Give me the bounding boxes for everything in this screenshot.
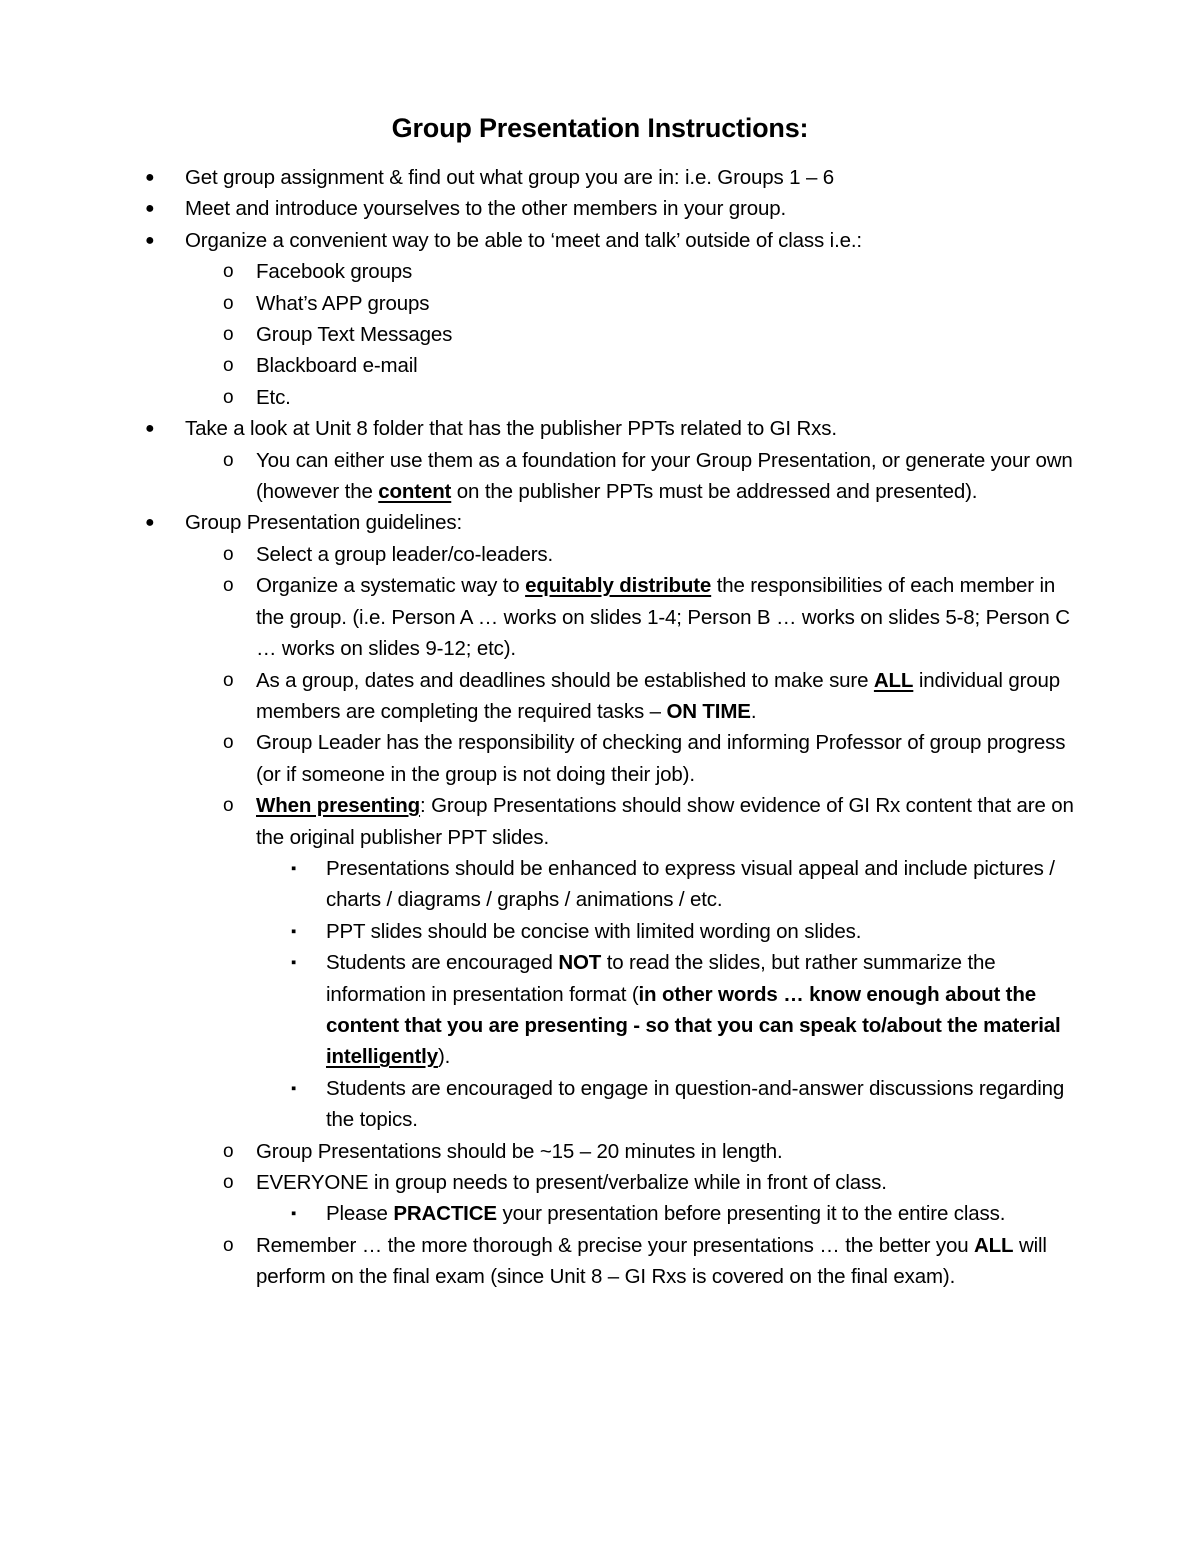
list-item-level-2 [223, 727, 1088, 790]
circle-marker: o [223, 261, 234, 283]
list-item-text [326, 951, 1061, 1068]
list-item-text [256, 669, 1060, 723]
text-run: Group Presentation guidelines: [185, 511, 462, 535]
square-marker: ▪ [291, 1079, 297, 1097]
list-item-text [256, 1171, 887, 1194]
list-item-level-2 [223, 570, 1088, 664]
list-item-level-2 [223, 539, 1088, 570]
list-item-text [256, 354, 418, 377]
emphasis-bold: PRACTICE [393, 1202, 497, 1226]
text-run: Students are encouraged [326, 951, 559, 975]
list-item-level-2 [223, 256, 1088, 287]
list-item-level-2 [223, 288, 1088, 319]
circle-marker: o [223, 1140, 234, 1162]
circle-marker: o [223, 1234, 234, 1256]
square-marker: ▪ [291, 954, 297, 972]
emphasis-underlined: equitably distribute [525, 574, 712, 598]
list-item-level-3 [291, 947, 1088, 1073]
emphasis-bold: NOT [558, 951, 602, 975]
list-item-level-2 [223, 350, 1088, 381]
text-run: . [750, 699, 757, 723]
text-run: on the publisher PPTs must be addressed and presented). [451, 480, 978, 504]
text-run: Group Presentations should be ~15 – 20 minutes in length. [256, 1139, 783, 1163]
emphasis-bold: ON TIME [666, 699, 751, 723]
list-item-text [256, 323, 452, 346]
list-item-level-3 [291, 1073, 1088, 1136]
circle-marker: o [223, 355, 234, 377]
bullet-marker: ● [145, 420, 155, 438]
text-run: EVERYONE in group needs to present/verbalize while in front of class. [256, 1171, 887, 1194]
text-run: individual group members are completing the required tasks – [256, 668, 1061, 723]
text-run: Select a group leader/co-leaders. [256, 542, 554, 566]
text-run: Organize a systematic way to [256, 574, 526, 598]
list-item-text [326, 857, 1055, 911]
text-run: You can either use them as a foundation for your Group Presentation, or generate your own (however the [256, 448, 1073, 504]
list-item-text [256, 1140, 783, 1163]
list-item-text [326, 1077, 1064, 1131]
circle-marker: o [223, 575, 234, 597]
list-item-text [256, 260, 412, 283]
text-run: Presentations should be enhanced to express visual appeal and include pictures / charts / diagrams / graphs / animations / etc. [326, 856, 1055, 912]
emphasis-underlined: intelligently [326, 1045, 438, 1069]
text-run: Get group assignment & find out what group you are in: i.e. Groups 1 – 6 [185, 166, 835, 189]
text-run: Facebook groups [256, 260, 413, 284]
list-item-text [326, 920, 861, 943]
text-run: will perform on the final exam (since Unit 8 – GI Rxs is covered on the final exam). [256, 1233, 1047, 1289]
text-run: the responsibilities of each member in the group. (i.e. Person A … works on slides 1-4; Person B … works on slides 5-8; Person C … works on slides 9-12; etc). [256, 574, 1070, 661]
circle-marker: o [223, 795, 234, 817]
list-item-text [185, 229, 862, 252]
square-marker: ▪ [291, 922, 297, 940]
text-run: your presentation before presenting it to the entire class. [496, 1202, 1006, 1226]
circle-marker: o [223, 732, 234, 754]
square-marker: ▪ [291, 1205, 297, 1223]
text-run: Take a look at Unit 8 folder that has the publisher PPTs related to GI Rxs. [185, 417, 837, 441]
bullet-marker: ● [145, 169, 155, 186]
text-run: : Group Presentations should show evidence of GI Rx content that are on the original publisher PPT slides. [256, 794, 1074, 849]
emphasis-underlined: content [378, 480, 452, 504]
circle-marker: o [223, 543, 234, 565]
text-run: Group Leader has the responsibility of checking and informing Professor of group progress (or if someone in the group is not doing their job). [256, 731, 1066, 786]
list-item-level-1 [145, 162, 1085, 193]
list-item-text [185, 511, 462, 534]
list-item-level-2 [223, 665, 1088, 728]
emphasis-bold: in other words … know enough about the content that you are presenting - so that you can speak to/about the material [326, 982, 1061, 1037]
text-run: As a group, dates and deadlines should be established to make sure [256, 668, 874, 692]
bullet-marker: ● [145, 514, 155, 532]
bullet-marker: ● [145, 200, 155, 218]
list-item-level-1 [145, 225, 1085, 256]
list-item-text [256, 292, 429, 315]
text-run: to read the slides, but rather summarize the information in presentation format ( [326, 951, 996, 1006]
list-item-text [256, 449, 1073, 503]
list-item-text [326, 1202, 1005, 1225]
list-item-level-3 [291, 916, 1088, 947]
list-item-level-3 [291, 1198, 1088, 1229]
emphasis-bold: ALL [974, 1233, 1014, 1257]
text-run: Meet and introduce yourselves to the other members in your group. [185, 197, 787, 221]
text-run: Group Text Messages [256, 323, 453, 347]
list-item-text [185, 417, 837, 440]
list-item-level-2 [223, 1136, 1088, 1167]
list-item-level-2 [223, 790, 1088, 853]
list-item-text [256, 1234, 1047, 1288]
text-run: PPT slides should be concise with limited wording on slides. [326, 919, 862, 943]
list-item-text [185, 197, 786, 220]
text-run: Remember … the more thorough & precise your presentations … the better you [256, 1233, 975, 1257]
list-item-text [256, 794, 1074, 848]
document-title: Group Presentation Instructions: [391, 113, 809, 143]
emphasis-underlined: ALL [873, 668, 914, 692]
list-item-level-2 [223, 1167, 1088, 1198]
instruction-list [0, 162, 1200, 1293]
list-item-text [256, 731, 1065, 785]
list-item-level-3 [291, 853, 1088, 916]
list-item-level-1 [145, 413, 1085, 444]
text-run: Students are encouraged to engage in question-and-answer discussions regarding the topics. [326, 1076, 1065, 1132]
square-marker: ▪ [291, 859, 297, 877]
list-item-text [256, 543, 553, 566]
list-item-text [256, 574, 1070, 660]
list-item-level-2 [223, 1230, 1088, 1293]
list-item-text [256, 386, 291, 409]
list-item-level-1 [145, 193, 1085, 224]
circle-marker: o [223, 669, 234, 691]
bullet-marker: ● [145, 231, 155, 249]
circle-marker: o [223, 1172, 234, 1193]
list-item-level-2 [223, 382, 1088, 413]
list-item-level-1 [145, 507, 1085, 538]
text-run: Etc. [256, 385, 291, 409]
circle-marker: o [223, 324, 234, 346]
text-run: Blackboard e-mail [256, 354, 418, 378]
text-run: What’s APP groups [256, 291, 430, 315]
text-run: Organize a convenient way to be able to ‘meet and talk’ outside of class i.e.: [185, 228, 862, 252]
text-run: Please [326, 1202, 394, 1226]
list-item-level-2 [223, 319, 1088, 350]
circle-marker: o [223, 292, 234, 314]
text-run: ). [437, 1045, 451, 1069]
emphasis-underlined: When presenting [256, 794, 421, 818]
list-item-text [185, 166, 834, 189]
circle-marker: o [223, 386, 234, 408]
circle-marker: o [223, 449, 234, 471]
list-item-level-2 [223, 445, 1088, 508]
